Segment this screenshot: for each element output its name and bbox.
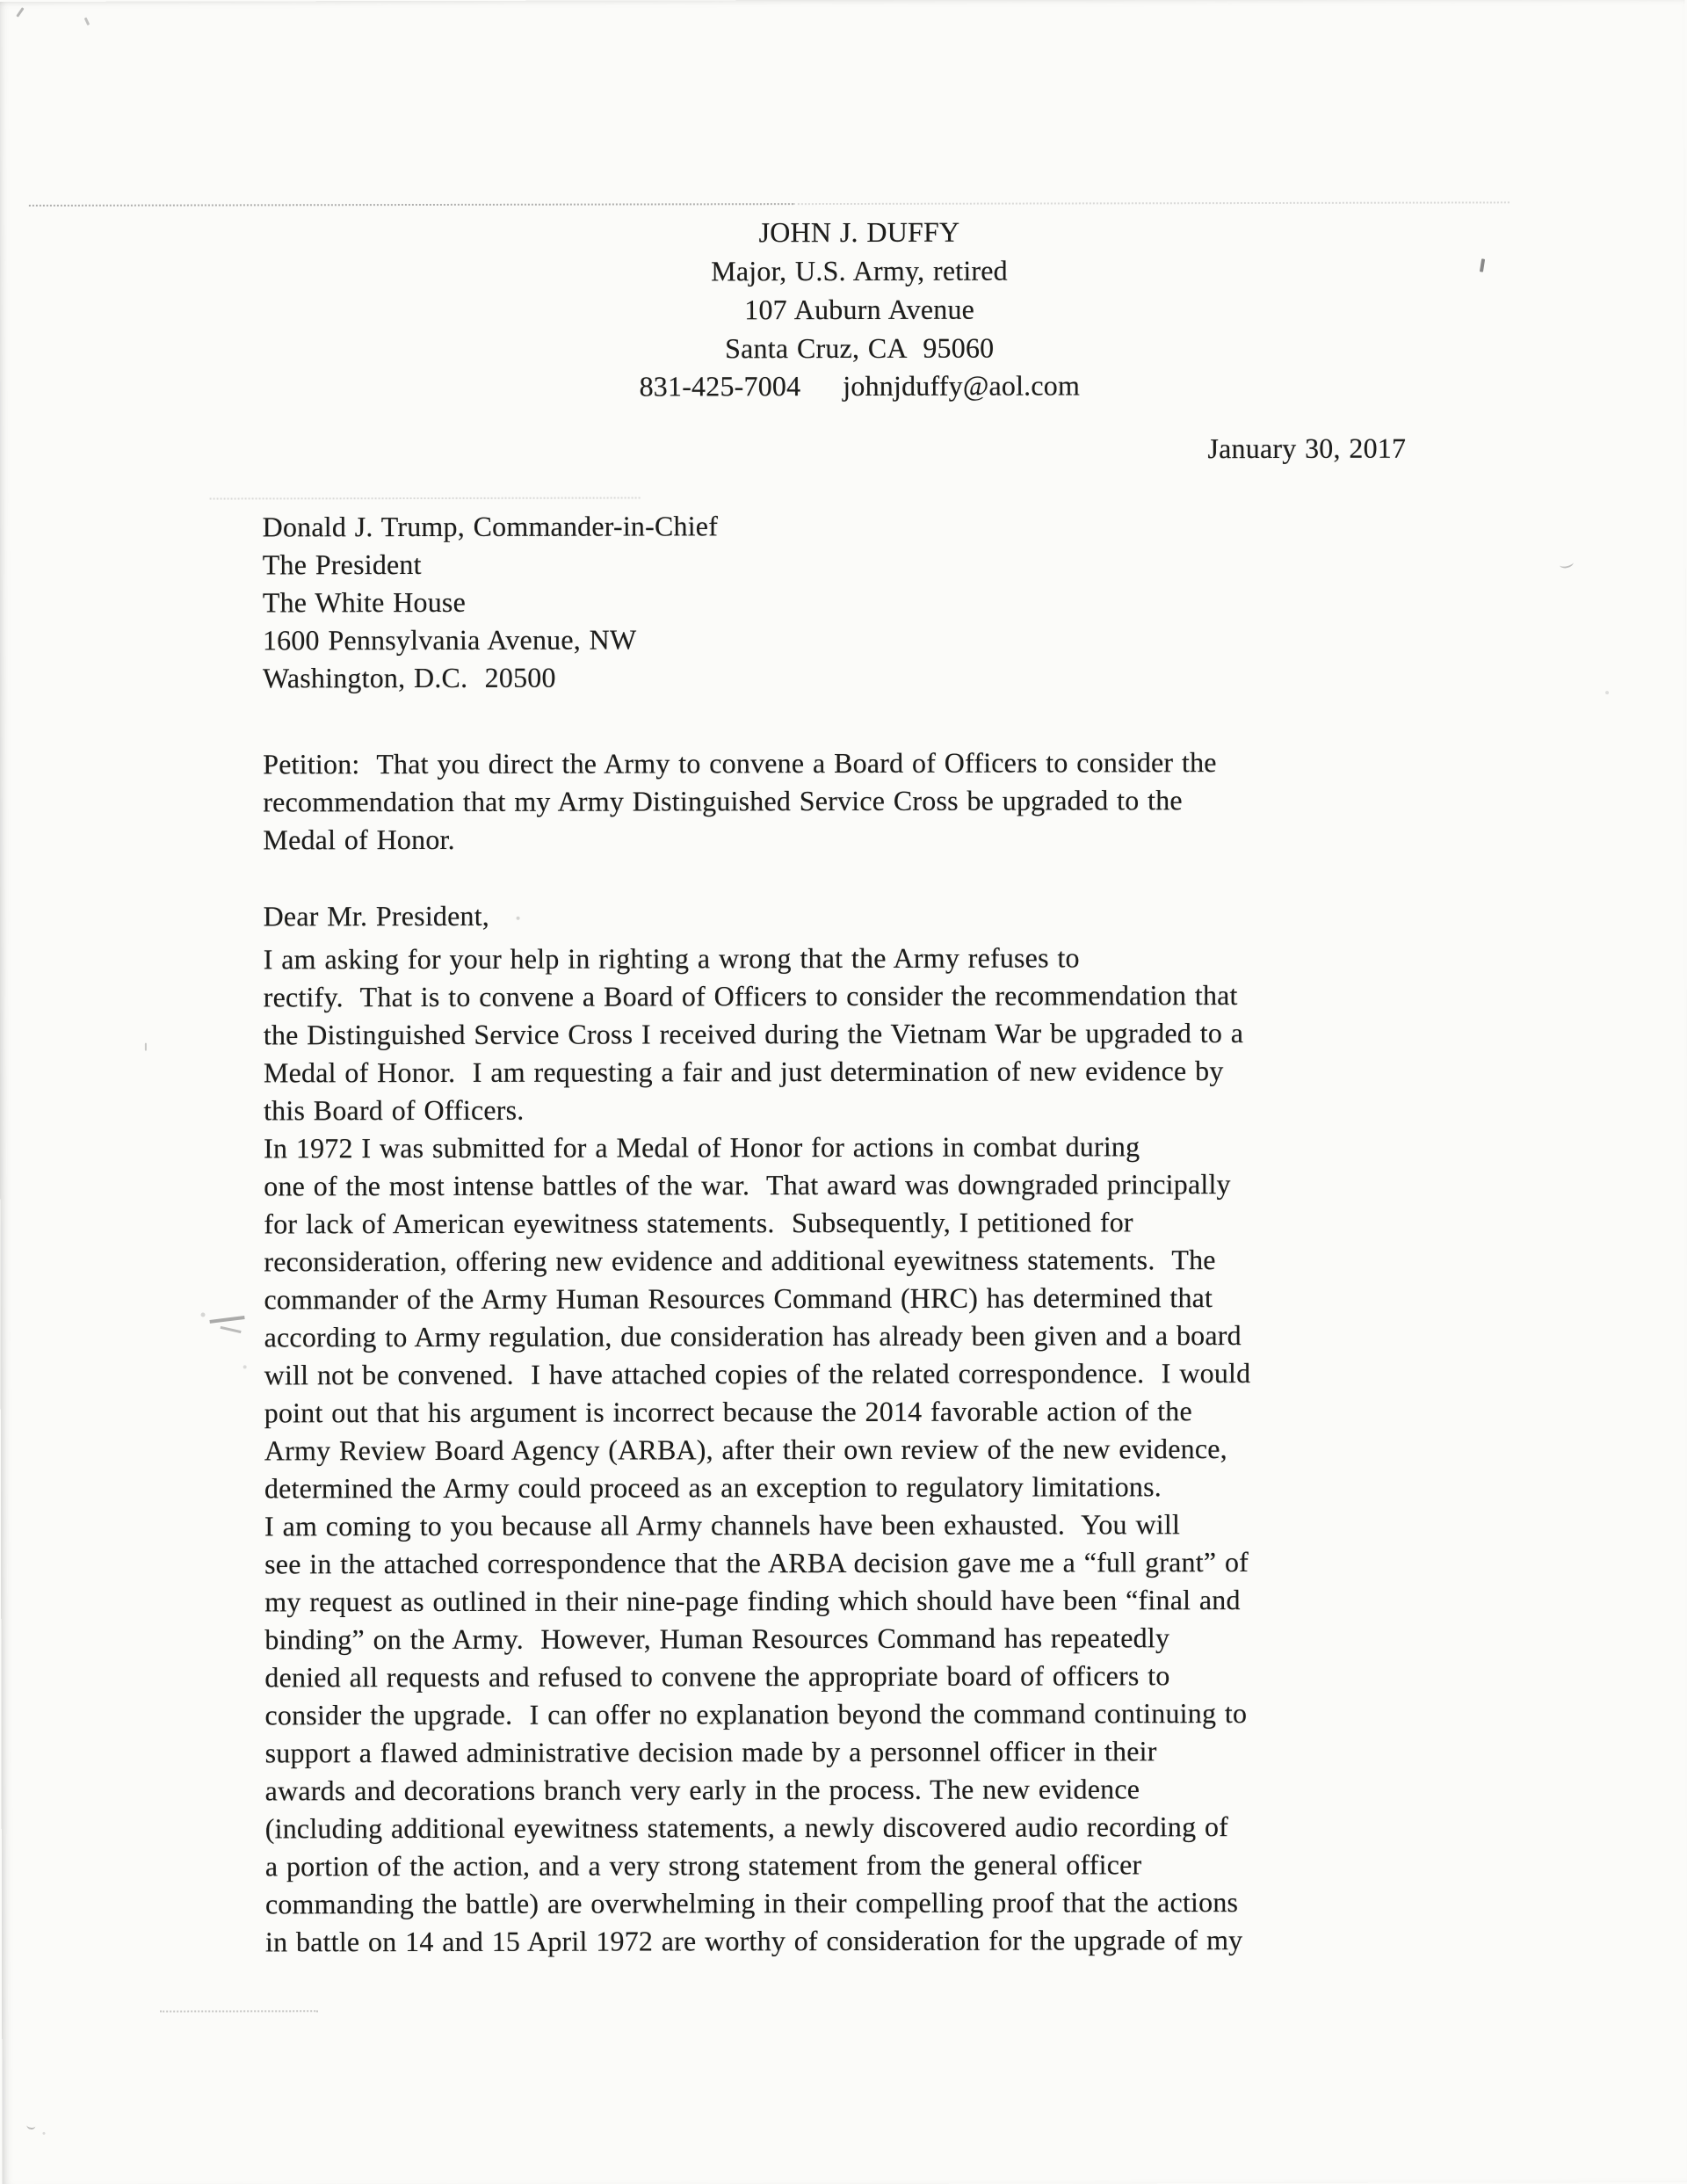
body-text-line: my request as outlined in their nine-page finding which should have been “final and bbox=[264, 1584, 1241, 1618]
body-text-line: in battle on 14 and 15 April 1972 are worthy of consideration for the upgrade of my bbox=[264, 1924, 1243, 1958]
body-text-line: I am coming to you because all Army channels have been exhausted. You will bbox=[264, 1508, 1181, 1542]
recipient-address-line: Donald J. Trump, Commander-in-Chief bbox=[262, 510, 719, 543]
body-text-line: binding” on the Army. However, Human Resources Command has repeatedly bbox=[264, 1622, 1170, 1656]
stray-curl-mark-right bbox=[1559, 558, 1575, 570]
corner-mark-top-left-1 bbox=[16, 7, 24, 18]
pencil-smudge-2 bbox=[221, 1326, 242, 1333]
scan-noise-line-top-right bbox=[793, 201, 1510, 205]
scan-artifacts bbox=[0, 0, 1684, 2]
body-text-line: according to Army regulation, due consideration has already been given and a board bbox=[264, 1319, 1242, 1353]
sender-phone: 831-425-7004 bbox=[639, 370, 801, 403]
pencil-smudge-speck bbox=[201, 1313, 206, 1317]
body-text-line: consider the upgrade. I can offer no explanation beyond the command continuing to bbox=[264, 1697, 1248, 1731]
scan-noise-line-mid bbox=[210, 497, 641, 499]
body-text-line: see in the attached correspondence that the ARBA decision gave me a “full grant” of bbox=[264, 1546, 1249, 1580]
recipient-address-line: The President bbox=[262, 548, 422, 581]
body-text-line: commander of the Army Human Resources Command (HRC) has determined that bbox=[264, 1281, 1213, 1316]
sender-rank: Major, U.S. Army, retired bbox=[711, 254, 1008, 287]
body-text-line: Medal of Honor. I am requesting a fair and just determination of new evidence by bbox=[263, 1055, 1224, 1089]
sender-letterhead bbox=[33, 211, 1685, 407]
body-text-line: a portion of the action, and a very strong statement from the general officer bbox=[264, 1848, 1142, 1883]
letter-date: January 30, 2017 bbox=[1207, 432, 1407, 465]
sender-street: 107 Auburn Avenue bbox=[744, 293, 975, 326]
body-text-line: awards and decorations branch very early in the process. The new evidence bbox=[264, 1773, 1140, 1807]
scan-noise-line-bottom bbox=[160, 2010, 318, 2012]
recipient-address-line: 1600 Pennsylvania Avenue, NW bbox=[262, 623, 637, 657]
body-text-line: point out that his argument is incorrect because the 2014 favorable action of the bbox=[264, 1395, 1192, 1429]
body-text-line: commanding the battle) are overwhelming in their compelling proof that the actions bbox=[264, 1886, 1239, 1920]
sender-city: Santa Cruz, CA 95060 bbox=[725, 331, 995, 365]
scan-speck-right-margin bbox=[1605, 691, 1609, 694]
scan-noise-line-top-left bbox=[29, 203, 793, 207]
body-paragraph-2 bbox=[264, 1128, 1468, 1508]
petition-line: Medal of Honor. bbox=[263, 823, 455, 856]
sender-email: johnjduffy@aol.com bbox=[843, 369, 1081, 402]
body-text-line: (including additional eyewitness statements, a newly discovered audio recording of bbox=[264, 1810, 1229, 1845]
body-text-line: one of the most intense battles of the war. That award was downgraded principally bbox=[264, 1168, 1231, 1202]
sender-contact-line bbox=[33, 366, 1685, 407]
body-text-line: for lack of American eyewitness statements. Subsequently, I petitioned for bbox=[264, 1206, 1133, 1240]
recipient-address-block bbox=[263, 506, 1458, 698]
margin-speck-2 bbox=[145, 1043, 147, 1051]
corner-mark-top-left-2 bbox=[84, 18, 91, 25]
body-paragraph-1 bbox=[264, 939, 1467, 1130]
body-text-line: In 1972 I was submitted for a Medal of Honor for actions in combat during bbox=[264, 1130, 1140, 1165]
corner-mark-bottom-left-2 bbox=[42, 2132, 45, 2135]
body-text-line: will not be convened. I have attached copies of the related correspondence. I would bbox=[264, 1357, 1251, 1391]
sender-name: JOHN J. DUFFY bbox=[758, 215, 960, 249]
body-paragraph-3 bbox=[264, 1506, 1469, 1962]
petition-statement bbox=[263, 744, 1458, 860]
body-text-line: this Board of Officers. bbox=[264, 1093, 525, 1127]
corner-mark-bottom-left-1 bbox=[26, 2121, 36, 2130]
body-text-line: denied all requests and refused to convene the appropriate board of officers to bbox=[264, 1659, 1170, 1694]
recipient-address-line: Washington, D.C. 20500 bbox=[262, 661, 556, 694]
petition-line: Petition: That you direct the Army to convene a Board of Officers to consider the bbox=[263, 746, 1217, 780]
body-text-line: rectify. That is to convene a Board of Officers to consider the recommendation that bbox=[263, 979, 1238, 1013]
body-text-line: I am asking for your help in righting a wrong that the Army refuses to bbox=[263, 941, 1080, 976]
pencil-smudge-1 bbox=[209, 1316, 244, 1324]
body-text-line: support a flawed administrative decision made by a personnel officer in their bbox=[264, 1735, 1157, 1769]
body-text-line: the Distinguished Service Cross I received during the Vietnam War be upgraded to a bbox=[263, 1017, 1244, 1051]
body-text-line: Army Review Board Agency (ARBA), after their own review of the new evidence, bbox=[264, 1433, 1227, 1467]
recipient-address-line: The White House bbox=[262, 585, 466, 619]
margin-speck-1 bbox=[243, 1365, 247, 1368]
body-text-line: determined the Army could proceed as an exception to regulatory limitations. bbox=[264, 1470, 1162, 1505]
petition-line: recommendation that my Army Distinguished Service Cross be upgraded to the bbox=[263, 784, 1183, 818]
salutation: Dear Mr. President, bbox=[263, 899, 490, 932]
body-text-line: reconsideration, offering new evidence and additional eyewitness statements. The bbox=[264, 1244, 1216, 1278]
